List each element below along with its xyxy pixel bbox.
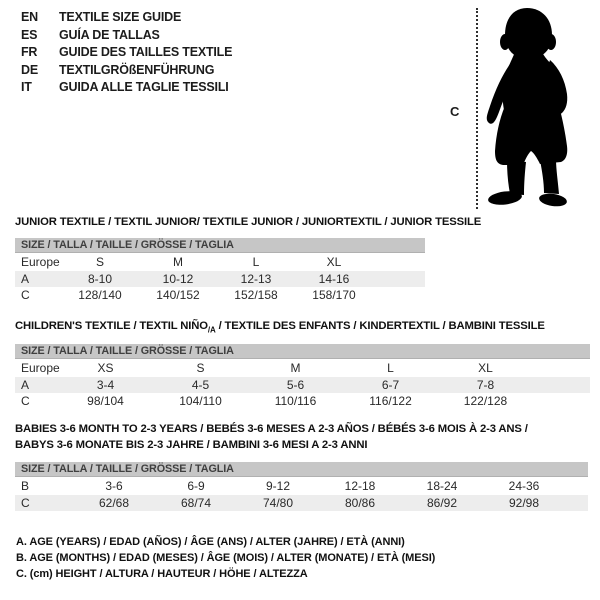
size-cell: 86/92	[401, 495, 483, 512]
size-cell: 10-12	[139, 271, 217, 288]
row-label: C	[21, 288, 30, 302]
size-cell: 92/98	[483, 495, 565, 512]
row-label: A	[15, 271, 61, 288]
table-filler-cell	[373, 287, 425, 304]
row-label: C	[15, 495, 73, 512]
size-cell: 116/122	[369, 394, 412, 408]
table-filler-cell	[373, 254, 425, 271]
table-row	[15, 360, 590, 377]
language-row	[21, 62, 232, 80]
size-cell: 24-36	[508, 479, 540, 493]
language-row	[21, 79, 232, 97]
title-text: / TEXTILE DES ENFANTS / KINDERTEXTIL / BAMBINI TESSILE	[215, 320, 545, 332]
size-cell: 74/80	[237, 495, 319, 512]
legend	[16, 535, 435, 582]
language-row	[21, 27, 232, 45]
size-cell: 12-18	[344, 479, 376, 493]
size-cell: 14-16	[295, 271, 373, 288]
language-label: GUIDA ALLE TAGLIE TESSILI	[59, 80, 229, 95]
legend-line-b: B. AGE (MONTHS) / EDAD (MESES) / ÂGE (MOIS) / ALTER (MONATE) / ETÀ (MESI)	[16, 551, 436, 564]
babies-size-header-bar: SIZE / TALLA / TAILLE / GRÖSSE / TAGLIA	[15, 462, 588, 477]
childrens-section-title	[15, 320, 545, 334]
row-label: Europe	[21, 255, 60, 269]
size-cell: 6-7	[343, 377, 438, 394]
size-cell: XL	[478, 361, 493, 375]
language-list	[21, 9, 232, 97]
size-cell: 68/74	[155, 495, 237, 512]
size-cell: M	[173, 255, 183, 269]
size-cell: L	[387, 361, 394, 375]
size-cell: 158/170	[312, 288, 356, 302]
language-code: ES	[21, 27, 38, 42]
size-cell: 6-9	[187, 479, 205, 493]
baby-silhouette	[482, 2, 599, 212]
language-code: IT	[21, 80, 32, 95]
language-label: GUIDE DES TAILLES TEXTILE	[59, 45, 233, 60]
size-cell: M	[290, 361, 301, 375]
language-label: GUÍA DE TALLAS	[59, 27, 160, 42]
row-label: Europe	[21, 361, 60, 375]
height-measure-label: C	[450, 104, 460, 119]
language-code: EN	[21, 10, 38, 24]
language-label: TEXTILE SIZE GUIDE	[59, 10, 182, 24]
size-cell: 7-8	[438, 377, 533, 394]
babies-size-table	[15, 478, 588, 511]
table-row	[15, 377, 590, 394]
size-cell: 8-10	[61, 271, 139, 288]
size-cell: 4-5	[153, 377, 248, 394]
size-cell: 110/116	[274, 394, 317, 408]
table-row	[15, 393, 590, 410]
table-filler-cell	[565, 478, 588, 495]
size-cell: 140/152	[156, 288, 200, 302]
size-cell: 9-12	[265, 479, 291, 493]
size-cell: XS	[97, 361, 114, 375]
legend-line-c: C. (cm) HEIGHT / ALTURA / HAUTEUR / HÖHE / ALTEZZA	[16, 567, 308, 580]
height-measure-dotted-line	[476, 8, 478, 209]
size-cell: 5-6	[248, 377, 343, 394]
title-text: CHILDREN'S TEXTILE / TEXTIL NIÑO	[15, 320, 208, 332]
junior-section-title: JUNIOR TEXTILE / TEXTIL JUNIOR/ TEXTILE JUNIOR / JUNIORTEXTIL / JUNIOR TESSILE	[15, 216, 482, 228]
legend-line-a: A. AGE (YEARS) / EDAD (AÑOS) / ÂGE (ANS) / ALTER (JAHRE) / ETÀ (ANNI)	[16, 536, 405, 548]
table-filler-cell	[533, 360, 590, 377]
table-filler-cell	[533, 393, 590, 410]
babies-section-title-line2: BABYS 3-6 MONATE BIS 2-3 JAHRE / BAMBINI 3-6 MESI A 2-3 ANNI	[15, 439, 368, 451]
table-filler-cell	[533, 377, 590, 394]
size-cell: S	[196, 361, 205, 375]
size-cell: 104/110	[179, 394, 222, 408]
language-row	[21, 9, 232, 27]
babies-section-title-line1: BABIES 3-6 MONTH TO 2-3 YEARS / BEBÉS 3-6 MESES A 2-3 AÑOS / BÉBÉS 3-6 MOIS À 2-3 ANS /	[15, 423, 528, 435]
table-row	[15, 254, 425, 271]
language-code: FR	[21, 45, 38, 60]
row-label: B	[21, 479, 30, 493]
size-cell: 62/68	[73, 495, 155, 512]
size-cell: 152/158	[234, 288, 278, 302]
row-label: C	[21, 394, 30, 408]
language-label: TEXTILGRÖßENFÜHRUNG	[59, 62, 215, 77]
size-cell: 80/86	[319, 495, 401, 512]
size-cell: XL	[326, 255, 342, 269]
table-row	[15, 287, 425, 304]
size-cell: 122/128	[463, 394, 508, 408]
size-cell: 3-4	[58, 377, 153, 394]
junior-size-table	[15, 254, 425, 304]
title-subscript: /A	[207, 325, 216, 335]
table-filler-cell	[373, 271, 425, 288]
language-row	[21, 44, 232, 62]
size-cell: 128/140	[78, 288, 122, 302]
size-cell: S	[95, 255, 104, 269]
size-cell: 18-24	[426, 479, 458, 493]
table-row	[15, 495, 588, 512]
table-row	[15, 271, 425, 288]
row-label: A	[15, 377, 58, 394]
table-row	[15, 478, 588, 495]
childrens-size-table	[15, 360, 590, 410]
childrens-size-header-bar: SIZE / TALLA / TAILLE / GRÖSSE / TAGLIA	[15, 344, 590, 359]
size-cell: L	[252, 255, 260, 269]
size-cell: 3-6	[105, 479, 123, 493]
size-cell: 12-13	[217, 271, 295, 288]
size-cell: 98/104	[87, 394, 124, 408]
junior-size-header-bar: SIZE / TALLA / TAILLE / GRÖSSE / TAGLIA	[15, 238, 425, 253]
language-code: DE	[21, 62, 38, 77]
table-filler-cell	[565, 495, 588, 512]
